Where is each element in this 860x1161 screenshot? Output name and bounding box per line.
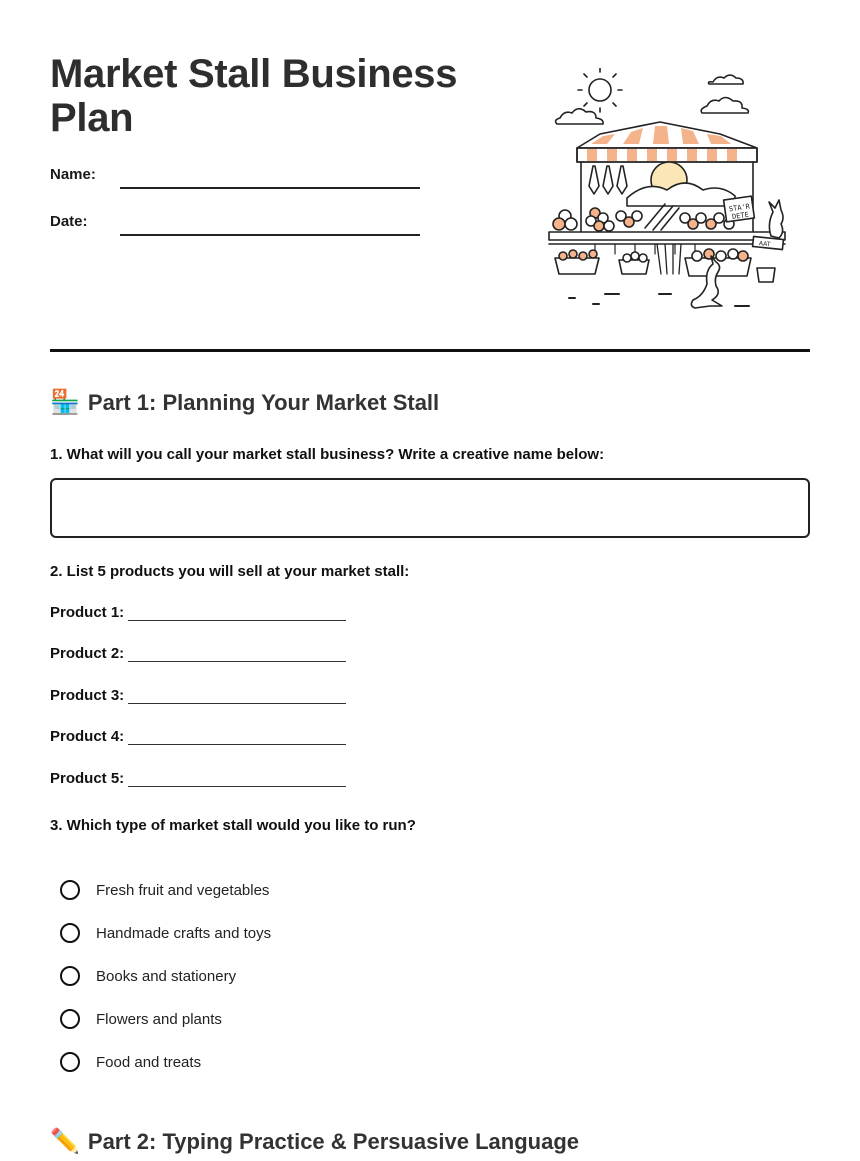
part2-title: Part 2: Typing Practice & Persuasive Language — [87, 1129, 579, 1154]
question-1: 1. What will you call your market stall business? Write a creative name below: — [50, 446, 605, 463]
stall-type-option[interactable] — [60, 1052, 201, 1072]
header-divider — [50, 349, 810, 352]
cloud-icon — [556, 109, 604, 124]
question-2: 2. List 5 products you will sell at your market stall: — [50, 563, 410, 580]
product-label: Product 3: — [50, 687, 125, 704]
option-label: Flowers and plants — [96, 1010, 222, 1028]
pencil-icon: ✏️ — [50, 1128, 80, 1155]
name-label: Name: — [50, 166, 96, 183]
cloud-icon — [709, 75, 744, 84]
date-label: Date: — [50, 213, 88, 230]
stall-type-option[interactable] — [60, 1009, 222, 1029]
radio-button[interactable] — [60, 880, 80, 900]
option-label: Books and stationery — [96, 967, 237, 985]
svg-text:DETE: DETE — [731, 210, 750, 222]
price-tag-text: AAT — [758, 240, 771, 249]
radio-button[interactable] — [60, 923, 80, 943]
product-input-line[interactable] — [128, 689, 346, 704]
business-name-input[interactable] — [50, 478, 810, 538]
part1-title: Part 1: Planning Your Market Stall — [87, 390, 440, 415]
product-input-line[interactable] — [128, 730, 346, 745]
part1-heading — [50, 390, 439, 416]
sun-icon — [578, 68, 622, 112]
stall-type-option[interactable] — [60, 923, 271, 943]
product-label: Product 4: — [50, 728, 125, 745]
product-row-4[interactable] — [50, 728, 346, 745]
product-row-3[interactable] — [50, 687, 346, 704]
radio-button[interactable] — [60, 1009, 80, 1029]
question-3: 3. Which type of market stall would you like to run? — [50, 817, 416, 834]
cloud-icon — [701, 98, 748, 114]
name-field[interactable] — [120, 187, 420, 189]
stall-type-option[interactable] — [60, 966, 236, 986]
product-row-5[interactable] — [50, 770, 346, 787]
option-label: Handmade crafts and toys — [96, 924, 272, 942]
product-row-2[interactable] — [50, 645, 346, 662]
page-title: Market Stall Business Plan — [50, 52, 458, 140]
product-input-line[interactable] — [128, 606, 346, 621]
option-label: Food and treats — [96, 1053, 202, 1071]
sign-text: STA'R — [728, 202, 751, 214]
option-label: Fresh fruit and vegetables — [96, 881, 270, 899]
radio-button[interactable] — [60, 966, 80, 986]
stall-type-option[interactable] — [60, 880, 269, 900]
product-label: Product 1: — [50, 604, 125, 621]
product-label: Product 5: — [50, 770, 125, 787]
product-row-1[interactable] — [50, 604, 346, 621]
product-label: Product 2: — [50, 645, 125, 662]
date-field[interactable] — [120, 234, 420, 236]
kangaroo-icon — [769, 200, 783, 238]
part2-heading — [50, 1129, 579, 1155]
radio-button[interactable] — [60, 1052, 80, 1072]
market-stall-illustration — [535, 68, 810, 316]
product-input-line[interactable] — [128, 647, 346, 662]
product-input-line[interactable] — [128, 772, 346, 787]
building-icon: 🏪 — [50, 389, 80, 416]
